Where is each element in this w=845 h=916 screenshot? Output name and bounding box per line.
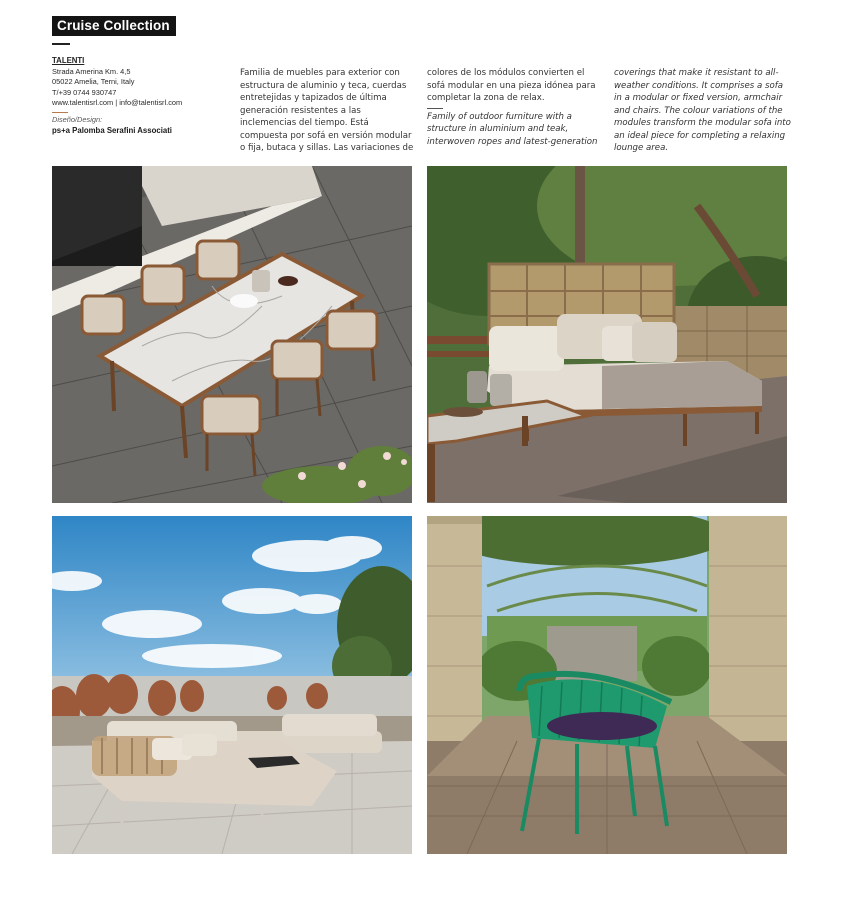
text-column-english: coverings that make it resistant to all-weather conditions. It comprises a sofa in a modular or fixed version, armchair and chairs. The colour variations of the modules transform the modular sofa into an ideal piece for completing a relaxing lounge area.: [614, 68, 791, 153]
brand-info: [52, 56, 222, 136]
text-column-spanish: Familia de muebles para exterior con estructura de aluminio y teca, cuerdas entretejidas y tapizados de última generación resistentes a las inclemencias del tiempo. Está compuesta por sofá en versión modular o fija, butaca y sillas. Las variaciones de: [240, 68, 414, 153]
header-rule: [52, 43, 70, 45]
photo-daybed: [427, 166, 787, 503]
text-column-mixed: [427, 67, 603, 148]
design-label: Diseño/Design:: [52, 114, 103, 124]
brand-rule: [52, 112, 68, 113]
photo-terrace-sofa: [52, 516, 412, 854]
phone: T/+39 0744 930747: [52, 87, 117, 97]
language-divider: [427, 108, 443, 109]
brand-name: TALENTI: [52, 56, 85, 65]
collection-title: Cruise Collection: [52, 16, 176, 36]
photo-dining-table: [52, 166, 412, 503]
designer-name: ps+a Palomba Serafini Associati: [52, 125, 172, 135]
address-line-2: 05022 Amelia, Terni, Italy: [52, 77, 135, 87]
english-paragraph-start: Family of outdoor furniture with a structure in aluminium and teak, interwoven ropes and latest-generation: [427, 111, 598, 147]
spanish-paragraph-end: colores de los módulos convierten el sofá modular en una pieza idónea para completar la zona de relax.: [427, 68, 596, 103]
web-email: www.talentisrl.com | info@talentisrl.com: [52, 98, 183, 108]
photo-green-chair: [427, 516, 787, 854]
address-line-1: Strada Amerina Km. 4,5: [52, 66, 131, 76]
